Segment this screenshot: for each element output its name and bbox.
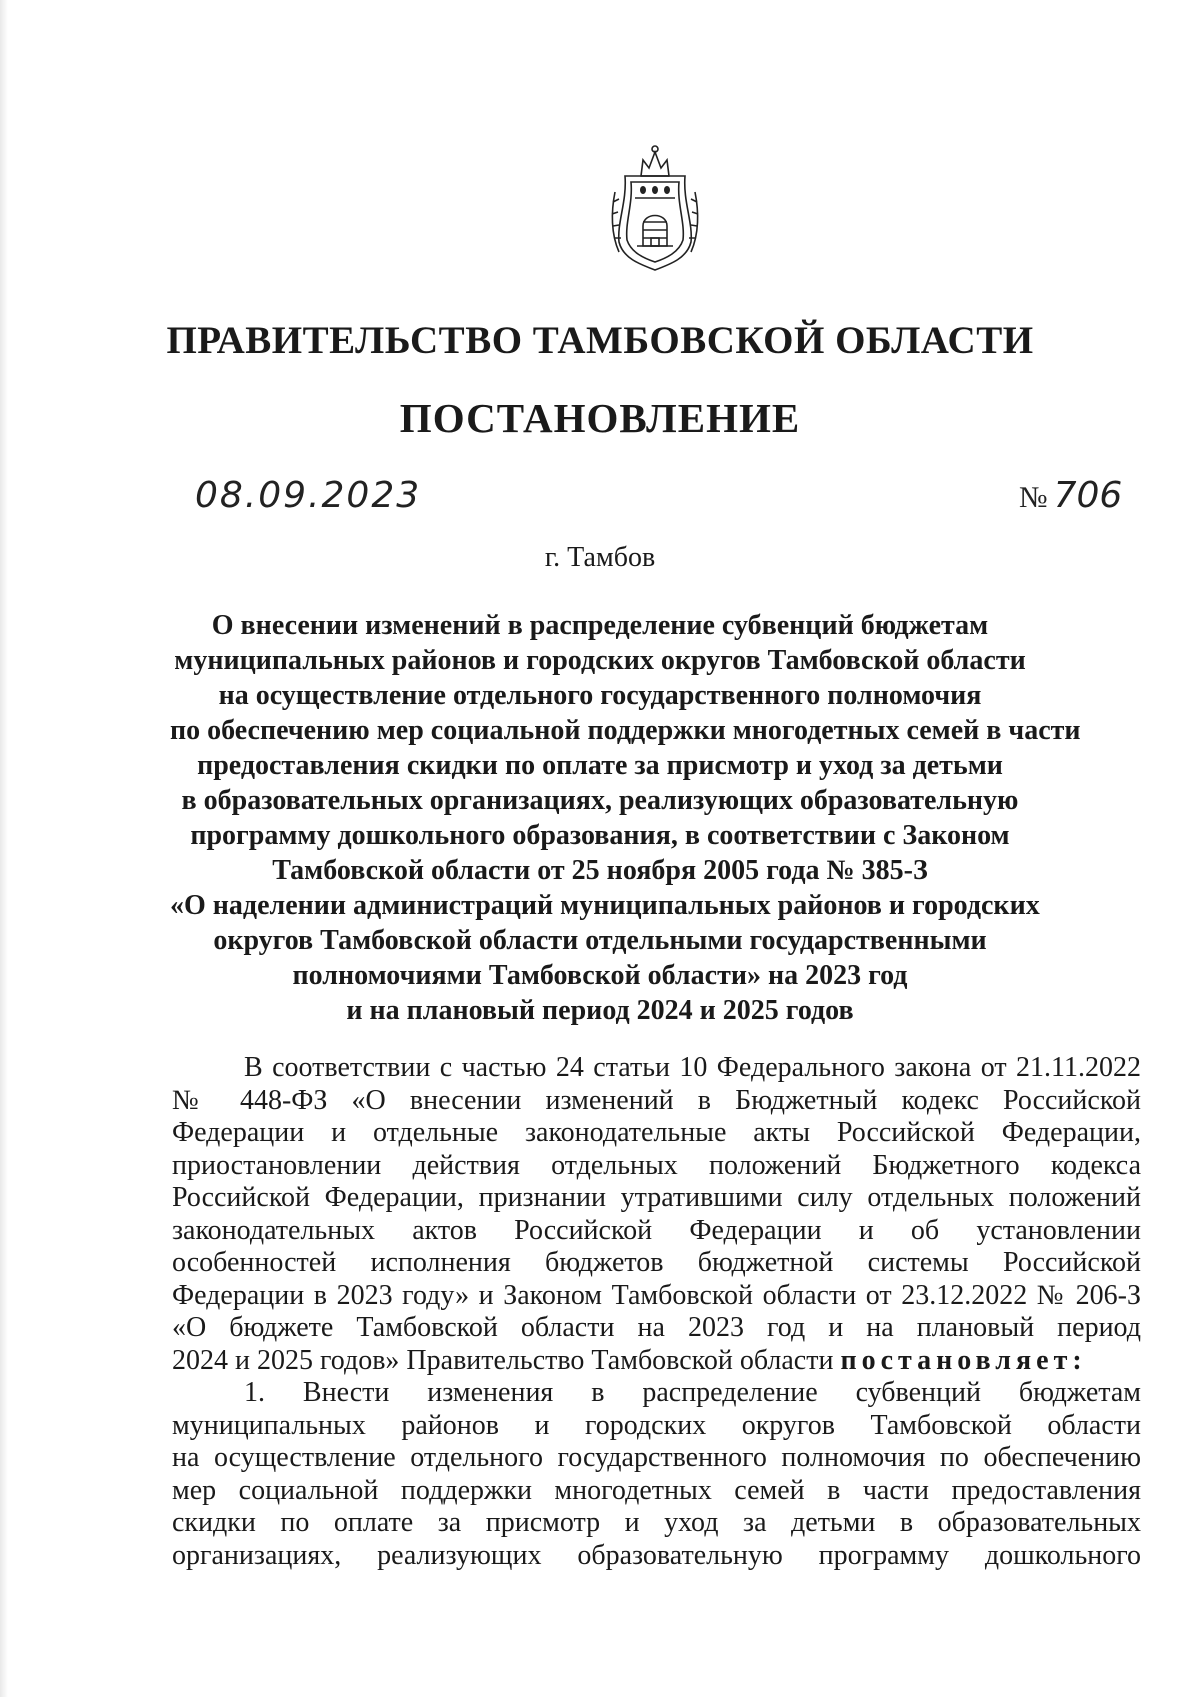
document-body (172, 1052, 1141, 1572)
preamble-line: законодательных актов Российской Федерации и об установлении (172, 1214, 1141, 1246)
item-line: скидки по оплате за присмотр и уход за детьми в образовательных (172, 1507, 1141, 1538)
preamble-last-text: 2024 и 2025 годов» Правительство Тамбовской области (172, 1344, 841, 1376)
title-line: предоставления скидки по оплате за присмотр и уход за детьми (197, 750, 1003, 781)
preamble-line: «О бюджете Тамбовской области на 2023 год и на плановый период (172, 1312, 1141, 1343)
city-line: г. Тамбов (544, 542, 656, 573)
title-line: О внесении изменений в распределение субвенций бюджетам (211, 610, 989, 641)
item-line: мер социальной поддержки многодетных семей в части предоставления (172, 1474, 1141, 1506)
scan-edge (0, 0, 8, 1697)
number-sign: № (1019, 481, 1048, 514)
preamble-line: Федерации в 2023 году» и Законом Тамбовской области от 23.12.2022 № 206-З (172, 1279, 1141, 1311)
decree-word: постановляет: (840, 1344, 1087, 1376)
document-number (1019, 475, 1122, 516)
title-line: округов Тамбовской области отдельными государственными (213, 925, 987, 956)
coat-of-arms-icon (605, 142, 705, 272)
title-line: Тамбовской области от 25 ноября 2005 года № 385-З (272, 855, 928, 886)
title-line: «О наделении администраций муниципальных районов и городских (170, 890, 1040, 921)
organization-heading: ПРАВИТЕЛЬСТВО ТАМБОВСКОЙ ОБЛАСТИ (166, 319, 1034, 362)
item-line: на осуществление отдельного государственного полномочия по обеспечению (172, 1442, 1141, 1473)
title-line: в образовательных организациях, реализующих образовательную (181, 785, 1019, 816)
preamble-line: особенностей исполнения бюджетов бюджетной системы Российской (172, 1247, 1141, 1278)
preamble-line: В соответствии с частью 24 статьи 10 Федерального закона от 21.11.2022 (244, 1052, 1141, 1083)
title-line: программу дошкольного образования, в соответствии с Законом (190, 820, 1010, 851)
item-line: муниципальных районов и городских округов Тамбовской области (172, 1409, 1141, 1441)
title-line: полномочиями Тамбовской области» на 2023 год (292, 960, 908, 991)
item-line: организациях, реализующих образовательную программу дошкольного (172, 1539, 1141, 1571)
title-line: на осуществление отдельного государственного полномочия (218, 680, 982, 711)
document-title (170, 608, 1081, 1028)
preamble-line: № 448-ФЗ «О внесении изменений в Бюджетный кодекс Российской (172, 1084, 1141, 1116)
title-line: и на плановый период 2024 и 2025 годов (346, 995, 854, 1026)
document-type-heading: ПОСТАНОВЛЕНИЕ (399, 395, 801, 441)
number-value: 706 (1053, 475, 1123, 516)
title-line: муниципальных районов и городских округов Тамбовской области (174, 645, 1026, 676)
item-line: 1. Внести изменения в распределение субвенций бюджетам (244, 1377, 1141, 1408)
preamble-line: приостановлении действия отдельных положений Бюджетного кодекса (172, 1149, 1141, 1181)
title-line: по обеспечению мер социальной поддержки многодетных семей в части (170, 715, 1081, 746)
document-date: 08.09.2023 (195, 475, 422, 516)
preamble-line: Федерации и отдельные законодательные акты Российской Федерации, (172, 1117, 1141, 1148)
preamble-line: Российской Федерации, признании утратившими силу отдельных положений (172, 1182, 1141, 1213)
preamble-last-line (172, 1345, 1141, 1378)
